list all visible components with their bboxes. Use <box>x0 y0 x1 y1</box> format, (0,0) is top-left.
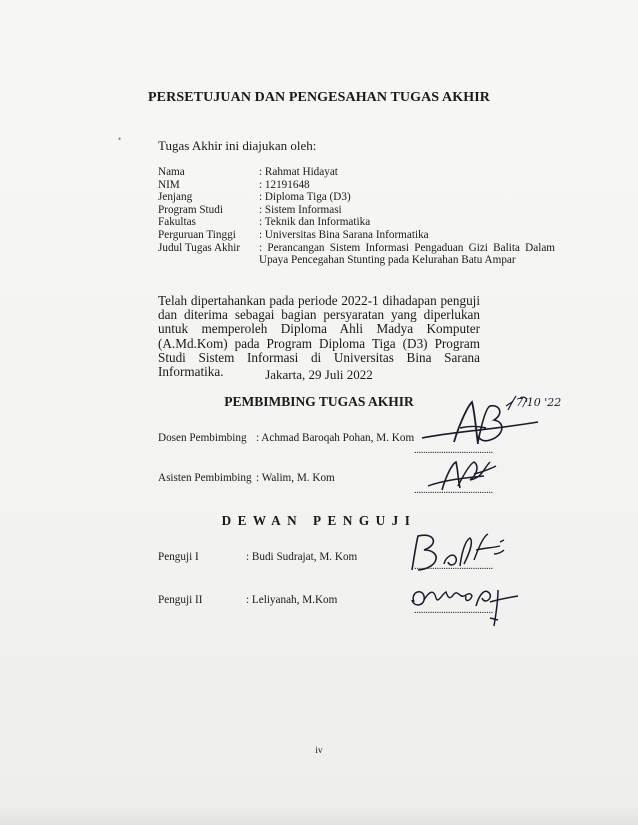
info-value: : Teknik dan Informatika <box>259 216 371 229</box>
asisten-label: Asisten Pembimbing <box>158 472 252 484</box>
date-line: Jakarta, 29 Juli 2022 <box>265 367 373 382</box>
info-label: NIM <box>158 178 180 191</box>
signature-line-penguji1: ................................... <box>414 560 493 572</box>
asisten-name: : Walim, M. Kom <box>256 472 335 484</box>
info-label: Jenjang <box>158 191 193 204</box>
dosen-name: : Achmad Baroqah Pohan, M. Kom <box>256 432 415 444</box>
info-value: : Sistem Informasi <box>259 203 342 216</box>
dosen-label: Dosen Pembimbing <box>158 432 247 444</box>
signature-line-penguji2: ................................... <box>414 604 493 616</box>
signature-penguji2 <box>406 584 522 630</box>
info-row-fakultas <box>158 216 555 229</box>
info-value: : 12191648 <box>259 178 310 191</box>
signature-penguji1 <box>404 530 514 578</box>
penguji1-label: Penguji I <box>158 551 199 563</box>
page-number: iv <box>315 746 323 756</box>
scan-mark: • <box>118 134 122 144</box>
penguji2-name: : Leliyanah, M.Kom <box>246 594 338 606</box>
info-value: : Diploma Tiga (D3) <box>259 191 351 204</box>
info-row-judul <box>158 242 555 267</box>
signature-asisten <box>424 456 514 496</box>
info-label: Nama <box>158 166 185 178</box>
info-label: Fakultas <box>158 216 196 229</box>
signature-line-dosen: ................................... <box>414 444 493 456</box>
page-title: PERSETUJUAN DAN PENGESAHAN TUGAS AKHIR <box>148 90 490 105</box>
student-info <box>158 166 555 267</box>
info-row-nim <box>158 179 555 192</box>
info-row-program-studi <box>158 204 555 217</box>
info-value: : Perancangan Sistem Informasi Pengaduan Gizi Balita Dalam Upaya Pencegahan Stunting pada Kelurahan Batu Ampar <box>259 241 555 267</box>
penguji1-name: : Budi Sudrajat, M. Kom <box>246 551 358 563</box>
info-row-nama <box>158 166 555 179</box>
info-value: : Rahmat Hidayat <box>259 166 338 178</box>
intro-text: Tugas Akhir ini diajukan oleh: <box>158 138 317 153</box>
scan-bottom-edge <box>0 808 638 825</box>
info-row-jenjang <box>158 191 555 204</box>
signature-line-asisten: ................................... <box>414 484 493 496</box>
approval-paragraph: Telah dipertahankan pada periode 2022-1 dihadapan penguji dan diterima sebagai bagian persyaratan yang diperlukan untuk memperoleh Diploma Ahli Madya Komputer (A.Md.Kom) pada Program Diploma Tiga (D3) Program Studi Sistem Informasi di Universitas Bina Sarana Informatika. <box>158 293 480 380</box>
handwritten-date-note: 7/10 '22 <box>516 396 562 409</box>
info-label: Program Studi <box>158 203 223 216</box>
info-label: Perguruan Tinggi <box>158 228 236 241</box>
dewan-penguji-heading: DEWAN PENGUJI <box>221 513 417 528</box>
pembimbing-heading: PEMBIMBING TUGAS AKHIR <box>224 394 414 409</box>
info-row-perguruan-tinggi <box>158 229 555 242</box>
penguji2-label: Penguji II <box>158 594 203 606</box>
info-label: Judul Tugas Akhir <box>158 241 241 254</box>
info-value: : Universitas Bina Sarana Informatika <box>259 228 429 241</box>
